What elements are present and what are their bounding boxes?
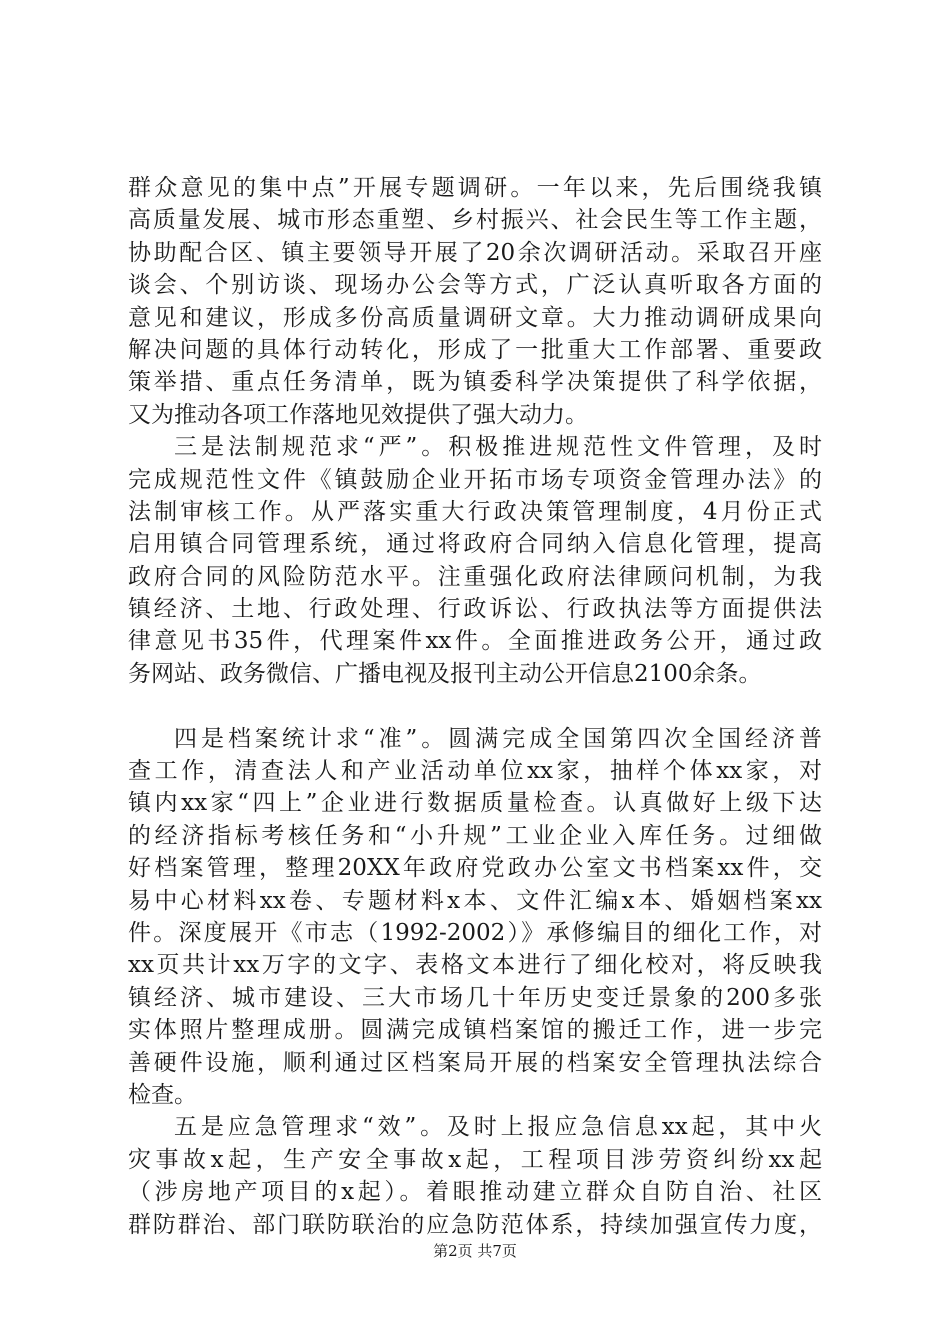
text-line: 易中心材料xx卷、专题材料x本、文件汇编x本、婚姻档案xx [128, 887, 822, 914]
document-body [128, 172, 822, 1241]
text-line: 完成规范性文件《镇鼓励企业开拓市场专项资金管理办法》的 [128, 466, 822, 493]
text-line: 谈会、个别访谈、现场办公会等方式，广泛认真听取各方面的 [128, 272, 822, 299]
text-line: 镇经济、城市建设、三大市场几十年历史变迁景象的200多张 [128, 984, 822, 1011]
text-line: 群防群治、部门联防联治的应急防范体系，持续加强宣传力度， [128, 1211, 822, 1238]
text-line: 务网站、政务微信、广播电视及报刊主动公开信息2100余条。 [128, 660, 762, 687]
text-line: 件。深度展开《市志（1992-2002）》承修编目的细化工作，对 [128, 919, 822, 946]
text-line: 意见和建议，形成多份高质量调研文章。大力推动调研成果向 [128, 304, 822, 331]
text-line: 协助配合区、镇主要领导开展了20余次调研活动。采取召开座 [128, 239, 822, 266]
text-line: 查工作，清查法人和产业活动单位xx家，抽样个体xx家，对 [128, 758, 822, 785]
text-line: 好档案管理，整理20XX年政府党政办公室文书档案xx件，交 [128, 855, 822, 882]
text-line: 检查。 [128, 1081, 197, 1108]
paragraph-research [128, 172, 822, 431]
text-line: 政府合同的风险防范水平。注重强化政府法律顾问机制，为我 [128, 563, 822, 590]
text-line: 灾事故x起，生产安全事故x起，工程项目涉劳资纠纷xx起 [128, 1146, 822, 1173]
text-line: （涉房地产项目的x起）。着眼推动建立群众自防自治、社区 [128, 1179, 822, 1206]
text-line: 三是法制规范求“严”。积极推进规范性文件管理，及时 [174, 434, 822, 461]
paragraph-spacer [128, 690, 822, 722]
text-line: 实体照片整理成册。圆满完成镇档案馆的搬迁工作，进一步完 [128, 1017, 822, 1044]
text-line: 法制审核工作。从严落实重大行政决策管理制度，4月份正式 [128, 498, 822, 525]
text-line: 高质量发展、城市形态重塑、乡村振兴、社会民生等工作主题， [128, 207, 822, 234]
text-line: 解决问题的具体行动转化，形成了一批重大工作部署、重要政 [128, 336, 822, 363]
text-line: 四是档案统计求“准”。圆满完成全国第四次全国经济普 [174, 725, 822, 752]
text-line: 启用镇合同管理系统，通过将政府合同纳入信息化管理，提高 [128, 531, 822, 558]
paragraph-legal [128, 431, 822, 690]
text-line: xx页共计xx万字的文字、表格文本进行了细化校对，将反映我 [128, 952, 822, 979]
text-line: 又为推动各项工作落地见效提供了强大动力。 [128, 401, 588, 428]
text-line: 群众意见的集中点”开展专题调研。一年以来，先后围绕我镇 [128, 175, 822, 201]
paragraph-emergency [128, 1111, 822, 1241]
text-line: 镇经济、土地、行政处理、行政诉讼、行政执法等方面提供法 [128, 596, 822, 623]
text-line: 策举措、重点任务清单，既为镇委科学决策提供了科学依据， [128, 369, 822, 396]
text-line: 善硬件设施，顺利通过区档案局开展的档案安全管理执法综合 [128, 1049, 822, 1076]
text-line: 律意见书35件，代理案件xx件。全面推进政务公开，通过政 [128, 628, 822, 655]
text-line: 的经济指标考核任务和“小升规”工业企业入库任务。过细做 [128, 822, 822, 849]
text-line: 镇内xx家“四上”企业进行数据质量检查。认真做好上级下达 [128, 790, 822, 817]
page-number-footer: 第2页 共7页 [433, 1242, 517, 1260]
text-line: 五是应急管理求“效”。及时上报应急信息xx起，其中火 [174, 1114, 822, 1141]
paragraph-archives [128, 723, 822, 1112]
